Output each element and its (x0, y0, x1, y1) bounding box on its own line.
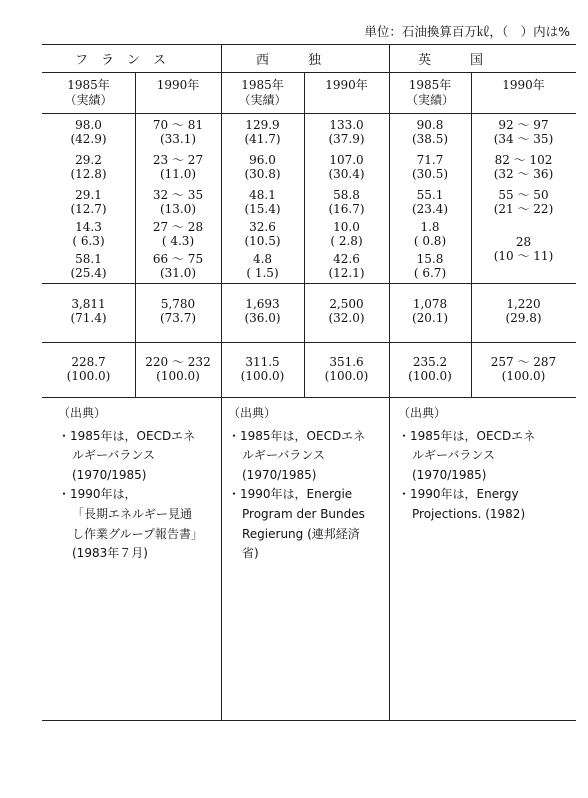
year-header-1985: 1985年 （実績） (405, 78, 454, 107)
table-cell: 71.7 (30.5) (411, 153, 449, 181)
source-note (228, 404, 365, 564)
source-item-continuation: 「長期エネルギー見通 (72, 506, 193, 521)
source-item-continuation: し作業グループ報告書」 (72, 526, 204, 541)
table-cell-total: 235.2 (100.0) (408, 355, 452, 383)
table-cell: 29.2 (12.8) (70, 153, 107, 181)
table-cell: 32.6 (10.5) (244, 220, 281, 248)
source-item-continuation: Program der Bundes (242, 506, 365, 521)
table-cell: 5,780 (73.7) (159, 297, 197, 325)
source-note (58, 404, 203, 564)
table-cell: 82 ～ 102 (32 ～ 36) (493, 153, 554, 181)
electricity-block-rule (42, 342, 576, 343)
table-cell: 107.0 (30.4) (328, 153, 365, 181)
source-item: ・1985年は，OECDエネ (398, 428, 536, 443)
table-cell: 98.0 (42.9) (70, 118, 107, 146)
table-cell: 92 ～ 97 (34 ～ 35) (493, 118, 554, 146)
source-item: ・1985年は，OECDエネ (228, 428, 366, 443)
table-cell: 90.8 (38.5) (411, 118, 449, 146)
year-header-1990: 1990年 (325, 78, 368, 92)
table-cell: 3,811 (71.4) (70, 297, 107, 325)
source-item-continuation: (1970/1985) (412, 467, 487, 482)
table-cell: 10.0 ( 2.8) (330, 220, 363, 248)
country-uk-header: 英 国 (418, 53, 484, 68)
source-item-continuation: Projections. (1982) (412, 506, 526, 521)
source-item: ・1990年は，Energy (398, 487, 519, 502)
source-item-continuation: ルギーバランス (242, 448, 326, 463)
table-cell: 66 ～ 75 (31.0) (152, 252, 204, 280)
year-header-1990: 1990年 (502, 78, 545, 92)
source-item-continuation: (1970/1985) (242, 467, 317, 482)
table-cell: 4.8 ( 1.5) (246, 252, 279, 280)
country-header-rule (42, 72, 576, 73)
table-cell: 15.8 ( 6.7) (413, 252, 447, 280)
total-block-rule (42, 397, 576, 398)
table-cell: 23 ～ 27 (11.0) (152, 153, 204, 181)
table-cell-total: 351.6 (100.0) (324, 355, 369, 383)
source-title: （出典） (58, 406, 107, 420)
table-cell: 42.6 (12.1) (328, 252, 365, 280)
table-cell: 2,500 (32.0) (328, 297, 365, 325)
source-note (398, 404, 535, 525)
table-cell: 29.1 (12.7) (70, 188, 107, 216)
year-header-rule (42, 113, 576, 114)
table-cell: 129.9 (41.7) (244, 118, 281, 146)
source-item: ・1990年は，Energie (228, 487, 353, 502)
table-cell: 1,220 (29.8) (505, 297, 542, 325)
source-item-continuation: 省) (242, 546, 259, 561)
source-item: ・1985年は，OECDエネ (58, 428, 196, 443)
energy-block-rule (42, 283, 576, 284)
table-cell: 133.0 (37.9) (328, 118, 365, 146)
table-cell-total: 257 ～ 287 (100.0) (490, 355, 557, 383)
source-item-continuation: ルギーバランス (412, 448, 496, 463)
table-cell-total: 220 ～ 232 (100.0) (145, 355, 211, 383)
table-bottom-rule (42, 720, 576, 721)
table-cell: 96.0 (30.8) (244, 153, 281, 181)
table-cell: 27 ～ 28 ( 4.3) (152, 220, 204, 248)
table-cell: 55.1 (23.4) (411, 188, 449, 216)
table-cell: 14.3 ( 6.3) (72, 220, 105, 248)
country-france-header: フ ラ ン ス (75, 53, 167, 68)
table-cell: 32 ～ 35 (13.0) (152, 188, 204, 216)
table-cell: 55 ～ 50 (21 ～ 22) (493, 188, 554, 216)
table-cell-merged: 28 (10 ～ 11) (493, 235, 554, 263)
year-header-1990: 1990年 (156, 78, 200, 92)
unit-note: 単位：石油換算百万㎘，（ ）内は% (364, 24, 570, 39)
table-cell: 58.8 (16.7) (328, 188, 365, 216)
table-cell: 1,078 (20.1) (411, 297, 449, 325)
source-title: （出典） (228, 406, 277, 420)
source-item-continuation: (1983年７月) (72, 546, 148, 561)
source-title: （出典） (398, 406, 447, 420)
table-cell: 58.1 (25.4) (70, 252, 107, 280)
source-item: ・1990年は， (58, 487, 137, 502)
source-item-continuation: ルギーバランス (72, 448, 156, 463)
table-cell: 70 ～ 81 (33.1) (152, 118, 204, 146)
table-cell: 1,693 (36.0) (244, 297, 281, 325)
source-item-continuation: Regierung (連邦経済 (242, 526, 360, 541)
table-cell: 48.1 (15.4) (244, 188, 281, 216)
table-cell-total: 311.5 (100.0) (240, 355, 285, 383)
source-item-continuation: (1970/1985) (72, 467, 147, 482)
year-header-1985: 1985年 （実績） (64, 78, 113, 107)
table-cell: 1.8 ( 0.8) (413, 220, 447, 248)
table-cell-total: 228.7 (100.0) (66, 355, 111, 383)
table-top-rule (42, 44, 576, 45)
year-header-1985: 1985年 （実績） (238, 78, 287, 107)
country-west-germany-header: 西 独 (256, 53, 322, 68)
